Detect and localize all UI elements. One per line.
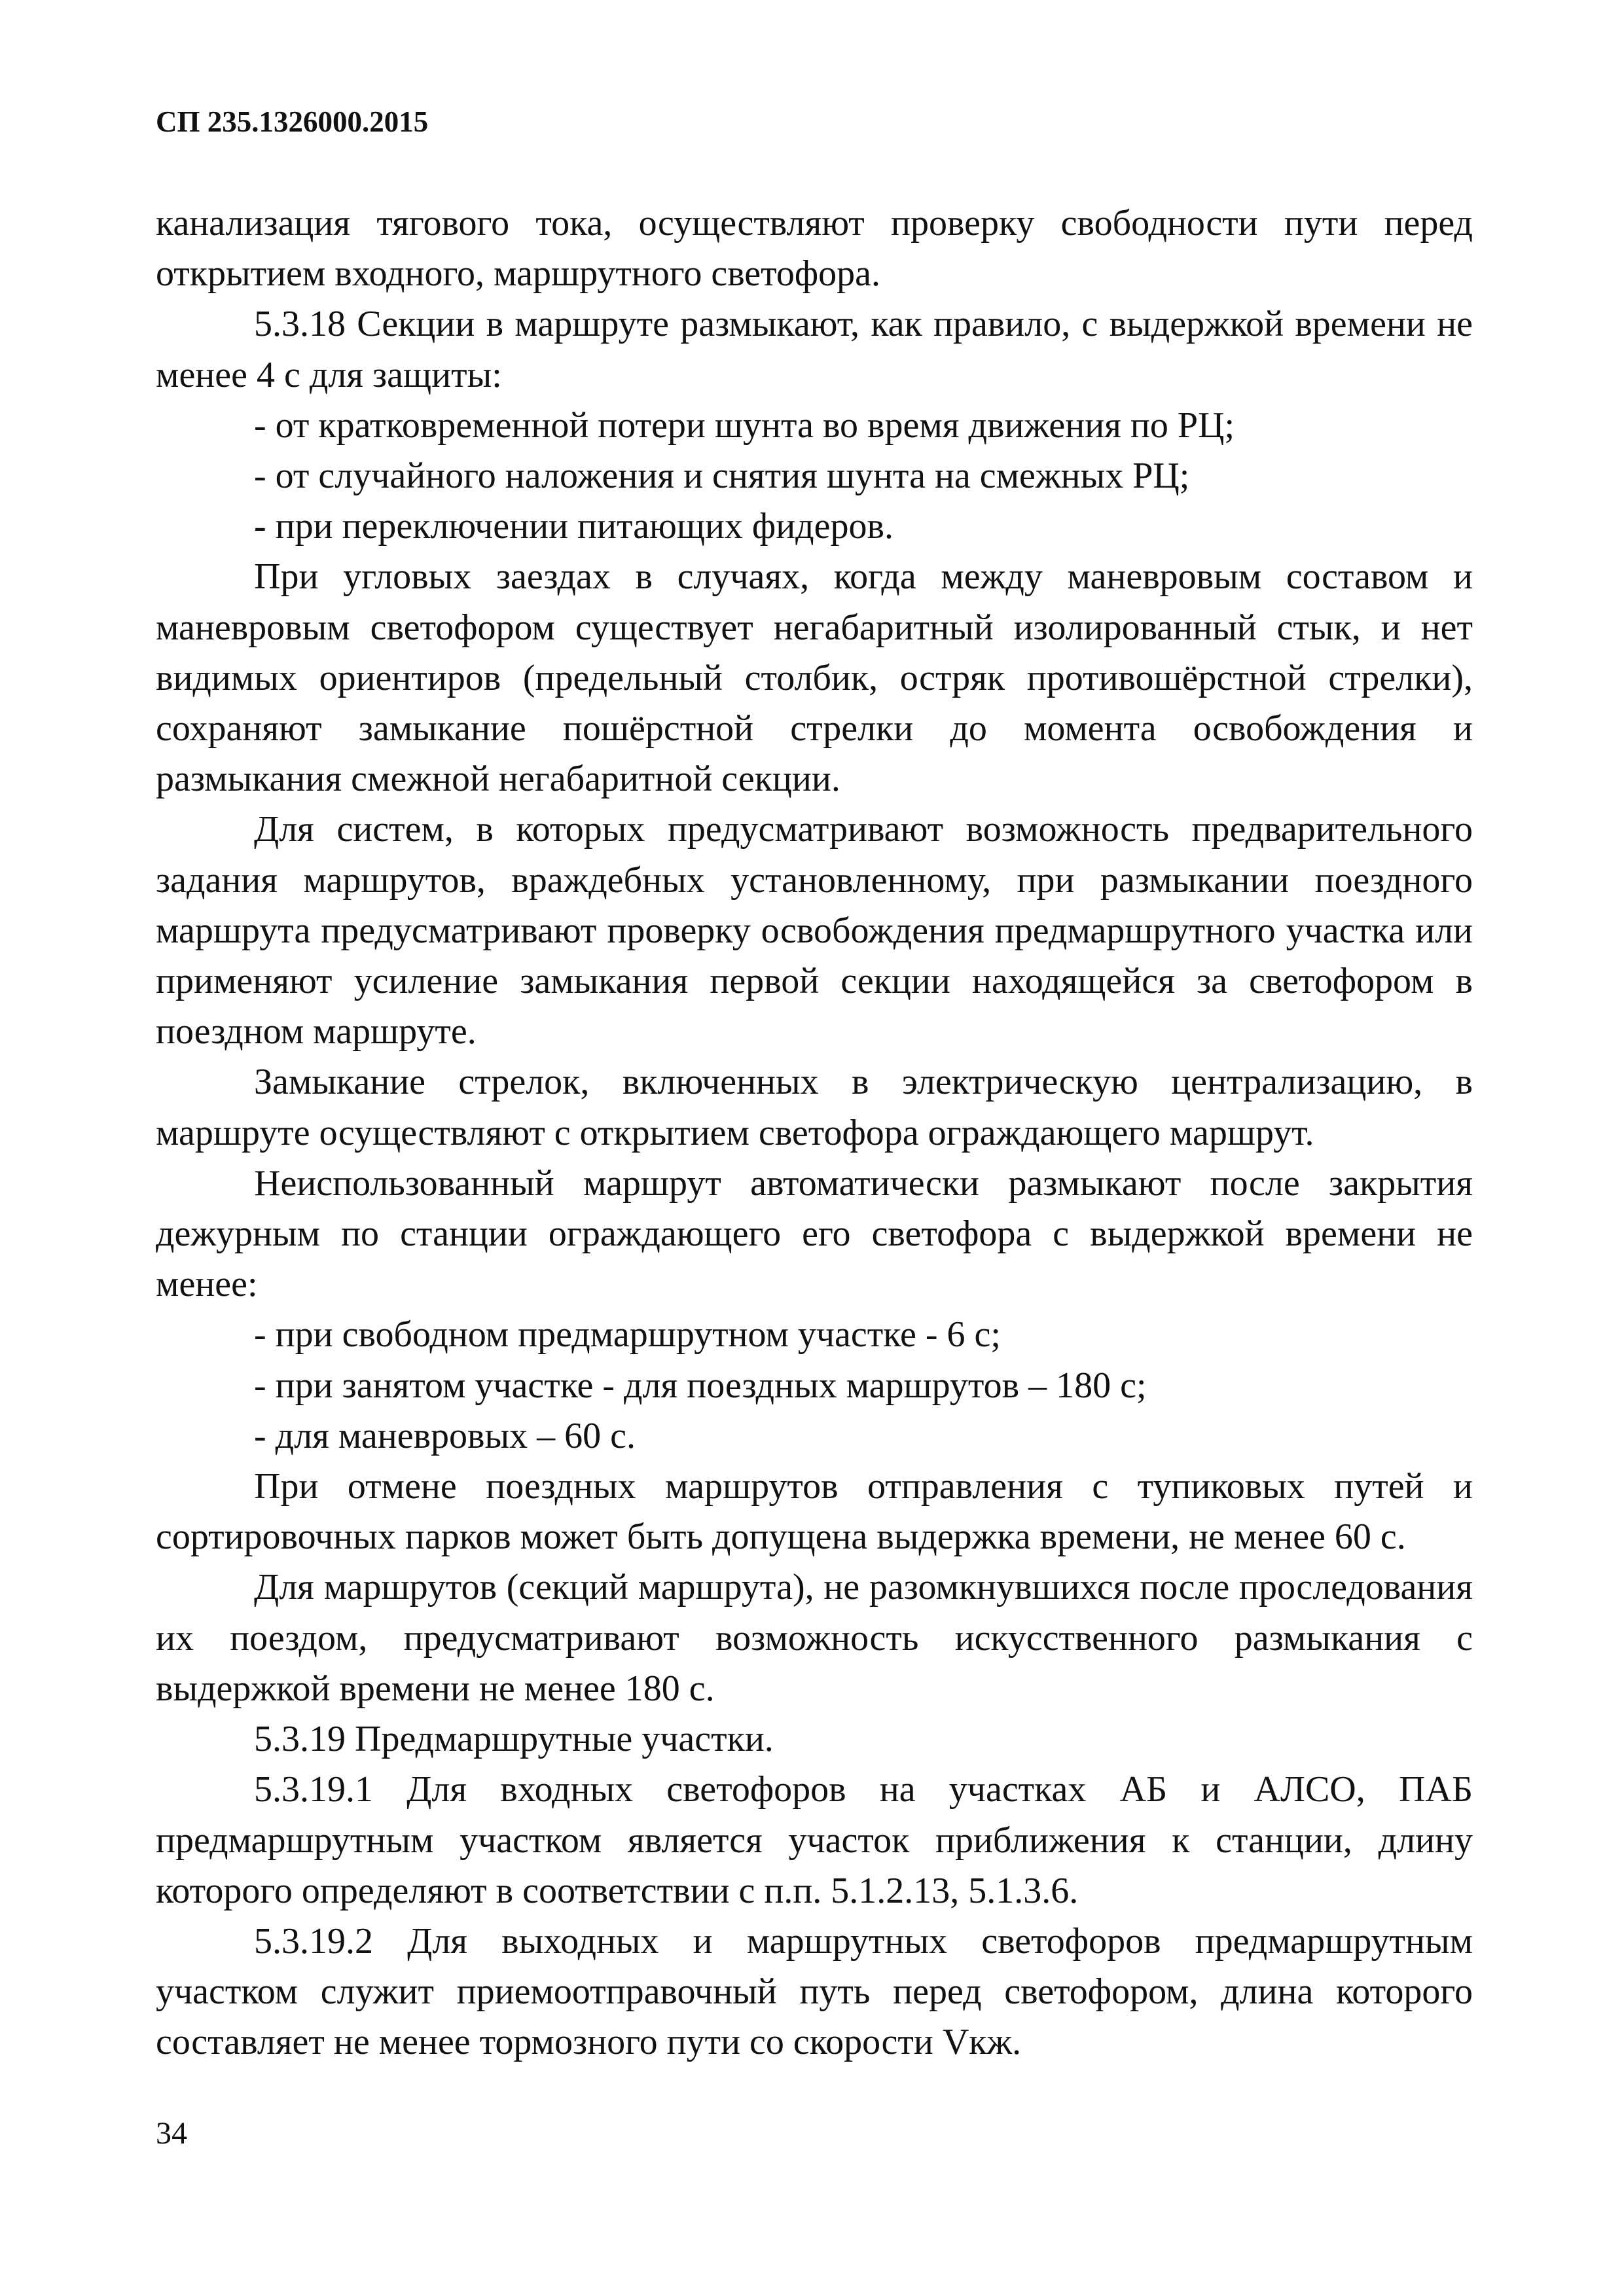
paragraph-switch-locking: Замыкание стрелок, включенных в электрическую централизацию, в маршруте осуществляют с открытием светофора ограждающего маршрут. <box>156 1062 1473 1153</box>
paragraph-angular-moves: При угловых заездах в случаях, когда между маневровым составом и маневровым светофором существует негабаритный изолированный стык, и нет видимых ориентиров (предельный столбик, остряк противошёрстной стрелки), сохраняют замыкание пошёрстной стрелки до момента освобождения и размыкания смежной негабаритной секции. <box>156 556 1473 800</box>
list-item-free-section: - при свободном предмаршрутном участке - 6 с; <box>254 1314 1001 1355</box>
document-code-header: СП 235.1326000.2015 <box>156 105 429 138</box>
paragraph-unused-route: Неиспользованный маршрут автоматически размыкают после закрытия дежурным по станции ограждающего его светофора с выдержкой времени не менее: <box>156 1162 1473 1305</box>
list-item-shunt-overlap: - от случайного наложения и снятия шунта на смежных РЦ; <box>254 456 1190 497</box>
paragraph-preliminary-routes: Для систем, в которых предусматривают возможность предварительного задания маршрутов, враждебных установленному, при размыкании поездного маршрута предусматривают проверку освобождения предмаршрутного участка или применяют усиление замыкания первой секции находящейся за светофором в поездном маршруте. <box>156 809 1473 1052</box>
list-item-feeder-switch: - при переключении питающих фидеров. <box>254 506 893 547</box>
list-item-occupied-section: - при занятом участке - для поездных маршрутов – 180 с; <box>254 1365 1147 1406</box>
paragraph-5-3-19-2: 5.3.19.2 Для выходных и маршрутных светофоров предмаршрутным участком служит приемоотправочный путь перед светофором, длина которого составляет не менее тормозного пути со скорости Vкж. <box>156 1920 1473 2063</box>
paragraph-5-3-18: 5.3.18 Секции в маршруте размыкают, как правило, с выдержкой времени не менее 4 с для защиты: <box>156 304 1473 395</box>
paragraph-route-cancel: При отмене поездных маршрутов отправления с тупиковых путей и сортировочных парков может быть допущена выдержка времени, не менее 60 с. <box>156 1466 1473 1558</box>
list-item-shunting: - для маневровых – 60 с. <box>254 1415 636 1456</box>
page-number: 34 <box>156 2116 187 2151</box>
paragraph-artificial-release: Для маршрутов (секций маршрута), не разомкнувшихся после проследования их поездом, предусматривают возможность искусственного размыкания с выдержкой времени не менее 180 с. <box>156 1567 1473 1709</box>
body-text <box>156 198 1473 2068</box>
paragraph-continuation: канализация тягового тока, осуществляют проверку свободности пути перед открытием входного, маршрутного светофора. <box>156 203 1473 295</box>
heading-5-3-19: 5.3.19 Предмаршрутные участки. <box>254 1719 774 1760</box>
paragraph-5-3-19-1: 5.3.19.1 Для входных светофоров на участках АБ и АЛСО, ПАБ предмаршрутным участком является участок приближения к станции, длину которого определяют в соответствии с п.п. 5.1.2.13, 5.1.3.6. <box>156 1769 1473 1911</box>
list-item-shunt-loss: - от кратковременной потери шунта во время движения по РЦ; <box>254 404 1235 446</box>
